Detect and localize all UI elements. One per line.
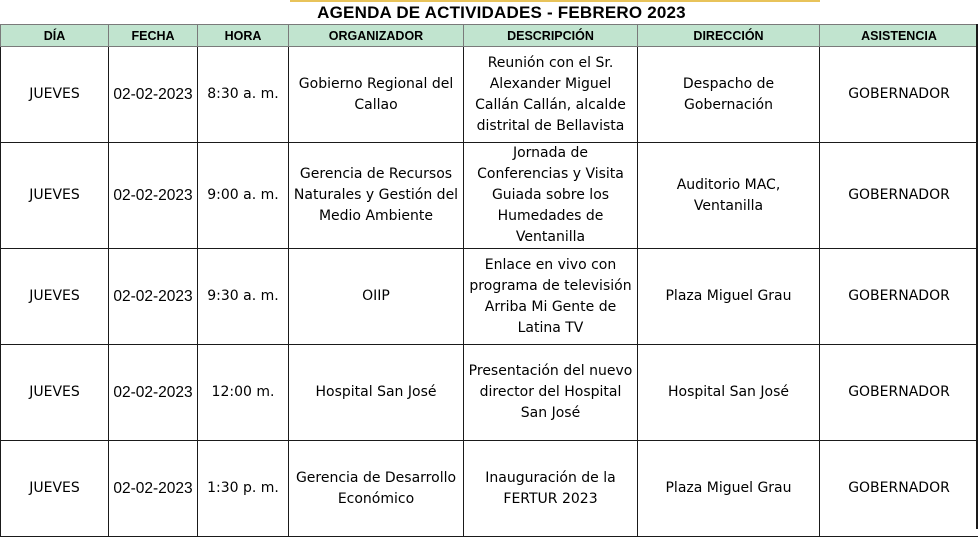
header-hora: HORA <box>198 25 289 47</box>
cell-hora: 12:00 m. <box>198 345 289 441</box>
cell-organizador: Gerencia de Desarrollo Económico <box>289 441 464 537</box>
cell-fecha: 02-02-2023 <box>109 441 198 537</box>
cell-dia: JUEVES <box>1 441 109 537</box>
cell-hora: 9:30 a. m. <box>198 249 289 345</box>
cell-descripcion: Reunión con el Sr. Alexander Miguel Callán Callán, alcalde distrital de Bellavista <box>464 47 638 143</box>
header-dia: DÍA <box>1 25 109 47</box>
cell-hora: 8:30 a. m. <box>198 47 289 143</box>
header-row <box>1 25 978 47</box>
cell-organizador: Gerencia de Recursos Naturales y Gestión del Medio Ambiente <box>289 143 464 249</box>
cell-asistencia: GOBERNADOR <box>820 249 978 345</box>
cell-asistencia: GOBERNADOR <box>820 345 978 441</box>
cell-descripcion: Jornada de Conferencias y Visita Guiada sobre los Humedades de Ventanilla <box>464 143 638 249</box>
header-direccion: DIRECCIÓN <box>638 25 820 47</box>
cell-direccion: Despacho de Gobernación <box>638 47 820 143</box>
cell-asistencia: GOBERNADOR <box>820 441 978 537</box>
table-row <box>1 345 978 441</box>
cell-descripcion: Presentación del nuevo director del Hospital San José <box>464 345 638 441</box>
cell-fecha: 02-02-2023 <box>109 249 198 345</box>
cell-organizador: Hospital San José <box>289 345 464 441</box>
cell-direccion: Hospital San José <box>638 345 820 441</box>
table-row <box>1 47 978 143</box>
header-organizador: ORGANIZADOR <box>289 25 464 47</box>
cell-direccion: Auditorio MAC, Ventanilla <box>638 143 820 249</box>
cell-fecha: 02-02-2023 <box>109 143 198 249</box>
cell-descripcion: Inauguración de la FERTUR 2023 <box>464 441 638 537</box>
table-row <box>1 143 978 249</box>
cell-asistencia: GOBERNADOR <box>820 143 978 249</box>
cell-dia: JUEVES <box>1 47 109 143</box>
cell-direccion: Plaza Miguel Grau <box>638 249 820 345</box>
page-title: AGENDA DE ACTIVIDADES - FEBRERO 2023 <box>0 2 978 24</box>
cell-asistencia: GOBERNADOR <box>820 47 978 143</box>
cell-organizador: OIIP <box>289 249 464 345</box>
table-row <box>1 441 978 537</box>
cell-fecha: 02-02-2023 <box>109 47 198 143</box>
cell-organizador: Gobierno Regional del Callao <box>289 47 464 143</box>
cell-hora: 9:00 a. m. <box>198 143 289 249</box>
cell-fecha: 02-02-2023 <box>109 345 198 441</box>
header-asistencia: ASISTENCIA <box>820 25 978 47</box>
cell-descripcion: Enlace en vivo con programa de televisión Arriba Mi Gente de Latina TV <box>464 249 638 345</box>
header-fecha: FECHA <box>109 25 198 47</box>
cell-hora: 1:30 p. m. <box>198 441 289 537</box>
cell-direccion: Plaza Miguel Grau <box>638 441 820 537</box>
header-descripcion: DESCRIPCIÓN <box>464 25 638 47</box>
agenda-table <box>0 24 978 537</box>
cell-dia: JUEVES <box>1 143 109 249</box>
cell-dia: JUEVES <box>1 345 109 441</box>
table-row <box>1 249 978 345</box>
cell-dia: JUEVES <box>1 249 109 345</box>
